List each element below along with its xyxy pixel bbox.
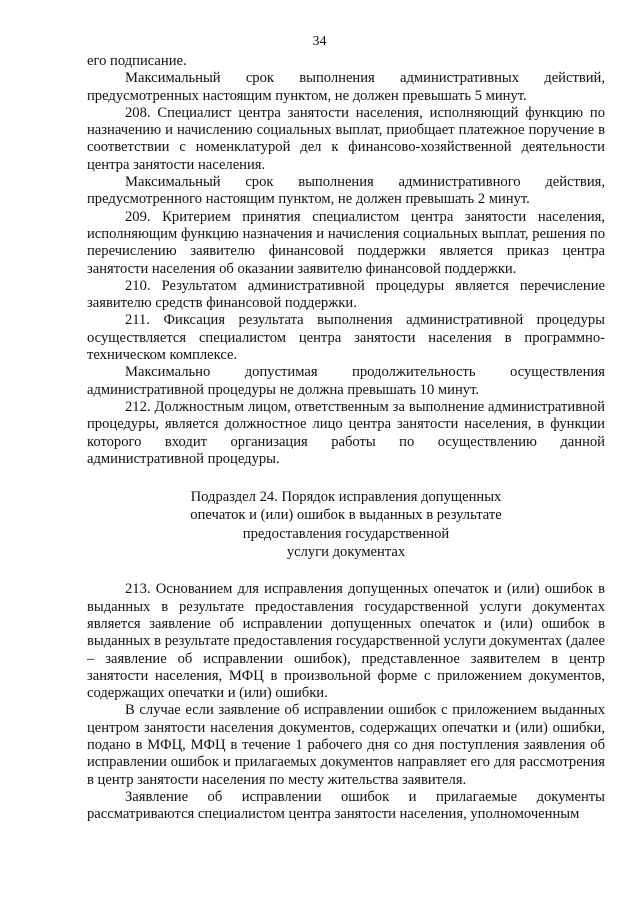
heading-line: предоставления государственной (242, 525, 450, 542)
paragraph: Заявление об исправлении ошибок и прилагаемые документы рассматриваются специалистом центра занятости населения, уполномоченным (87, 788, 605, 823)
paragraph: 211. Фиксация результата выполнения административной процедуры осуществляется специалистом центра занятости населения в программно-техническом комплексе. (87, 312, 605, 364)
paragraph: 209. Критерием принятия специалистом центра занятости населения, исполняющим функцию назначения и начисления социальных выплат, решения по перечислению заявителю финансовой поддержки является приказ центра занятости населения об оказании заявителю финансовой поддержки. (87, 208, 605, 277)
paragraph: его подписание. (87, 53, 187, 69)
heading-line: Подраздел 24. Порядок исправления допущенных (190, 489, 502, 506)
subsection-heading (87, 488, 605, 561)
paragraph: 210. Результатом административной процедуры является перечисление заявителю средств финансовой поддержки. (87, 277, 605, 312)
page-number: 34 (312, 34, 327, 49)
paragraph: 212. Должностным лицом, ответственным за выполнение административной процедуры, является должностное лицо центра занятости населения, в функции которого входит организация работы по осуществлению данной административной процедуры. (87, 398, 605, 467)
paragraph: 213. Основанием для исправления допущенных опечаток и (или) ошибок в выданных в результате предоставления государственной услуги документах является заявление об исправлении допущенных опечаток и (или) ошибок в выданных в результате предоставления государственной услуги документах (далее – заявление об исправлении ошибок), представленное заявителем в центр занятости населения, МФЦ в произвольной форме с приложением документов, содержащих опечатки и (или) ошибки. (87, 581, 605, 702)
heading-line: опечаток и (или) ошибок в выданных в результате (190, 507, 502, 524)
heading-line: услуги документах (286, 544, 406, 561)
paragraph: В случае если заявление об исправлении ошибок с приложением выданных центром занятости населения документов, содержащих опечатки и (или) ошибки, подано в МФЦ, МФЦ в течение 1 рабочего дня со дня поступления заявления об исправлении ошибок и прилагаемых документов направляет его для рассмотрения в центр занятости населения по месту жительства заявителя. (87, 702, 605, 788)
paragraph: Максимальный срок выполнения административного действия, предусмотренного настоящим пунктом, не должен превышать 2 минут. (87, 174, 605, 208)
paragraph: Максимальный срок выполнения административных действий, предусмотренных настоящим пунктом, не должен превышать 5 минут. (87, 70, 605, 104)
paragraphs-after-heading (87, 581, 605, 823)
document-body (87, 53, 605, 823)
paragraph: 208. Специалист центра занятости населения, исполняющий функцию по назначению и начислению социальных выплат, приобщает платежное поручение в соответствии с номенклатурой дел к финансово-хозяйственной деятельности центра занятости населения. (87, 104, 605, 173)
paragraph: Максимально допустимая продолжительность осуществления административной процедуры не должна превышать 10 минут. (87, 364, 605, 398)
paragraphs-before-heading (87, 53, 605, 468)
